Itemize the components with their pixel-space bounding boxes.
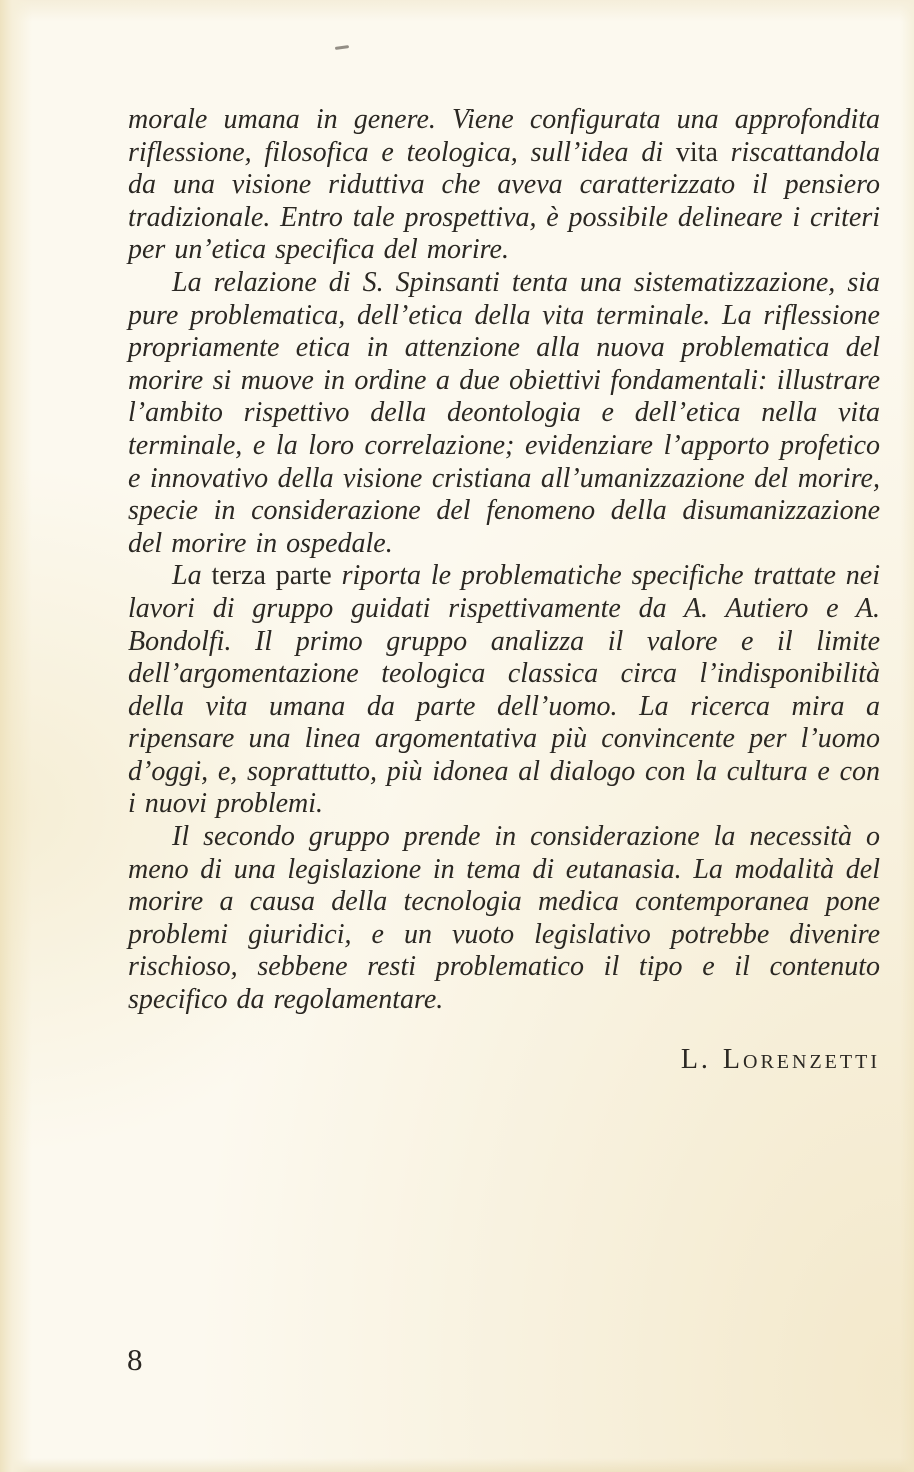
paragraph — [128, 104, 880, 267]
paragraph — [128, 821, 880, 1017]
italic-text-segment: La relazione di S. Spinsanti tenta una sistematizzazione, sia pure problematica, dell’etica della vita terminale. La riflessione propriamente etica in attenzione alla nuova problematica del morire si muove in ordine a due obiettivi fondamentali: illustrare l’ambito rispettivo della deontologia e dell’etica nella vita terminale, e la loro correlazione; evidenziare l’apporto profetico e innovativo della visione cristiana all’umanizzazione del morire, specie in considerazione del fenomeno della disumanizzazione del morire in ospedale. — [128, 266, 880, 559]
italic-text-segment: La — [172, 560, 212, 592]
roman-text-segment: vita — [675, 136, 718, 168]
page-number: 8 — [127, 1342, 143, 1377]
italic-text-segment: riscattandola da una visione riduttiva che aveva caratterizzato il pensiero tradizionale. Entro tale prospettiva, è possibile delineare i criteri per un’etica specifica del morire. — [128, 136, 880, 266]
italic-text-segment: morale umana in genere. Viene configurata una approfondita riflessione, filosofica e teologica, sull’idea di — [128, 104, 880, 168]
italic-text-segment: Il secondo gruppo prende in considerazione la necessità o meno di una legislazione in tema di eutanasia. La modalità del morire a causa della tecnologia medica contemporanea pone problemi giuridici, e un vuoto legislativo potrebbe divenire rischioso, sebbene resti problematico il tipo e il contenuto specifico da regolamentare. — [128, 821, 880, 1016]
body-text — [128, 104, 880, 1076]
paragraphs-container — [128, 104, 880, 1017]
paragraph — [128, 560, 880, 821]
italic-text-segment: riporta le problematiche specifiche trattate nei lavori di gruppo guidati rispettivamente da A. Autiero e A. Bondolfi. Il primo gruppo analizza il valore e il limite dell’argomentazione teologica classica circa l’indisponibilità della vita umana da parte dell’uomo. La ricerca mira a ripensare una linea argomentativa più convincente per l’uomo d’oggi, e, soprattutto, più idonea al dialogo con la cultura e con i nuovi problemi. — [128, 560, 880, 820]
paragraph — [128, 267, 880, 560]
author-signature: L. Lorenzetti — [680, 1043, 880, 1075]
roman-text-segment: terza parte — [211, 560, 342, 592]
